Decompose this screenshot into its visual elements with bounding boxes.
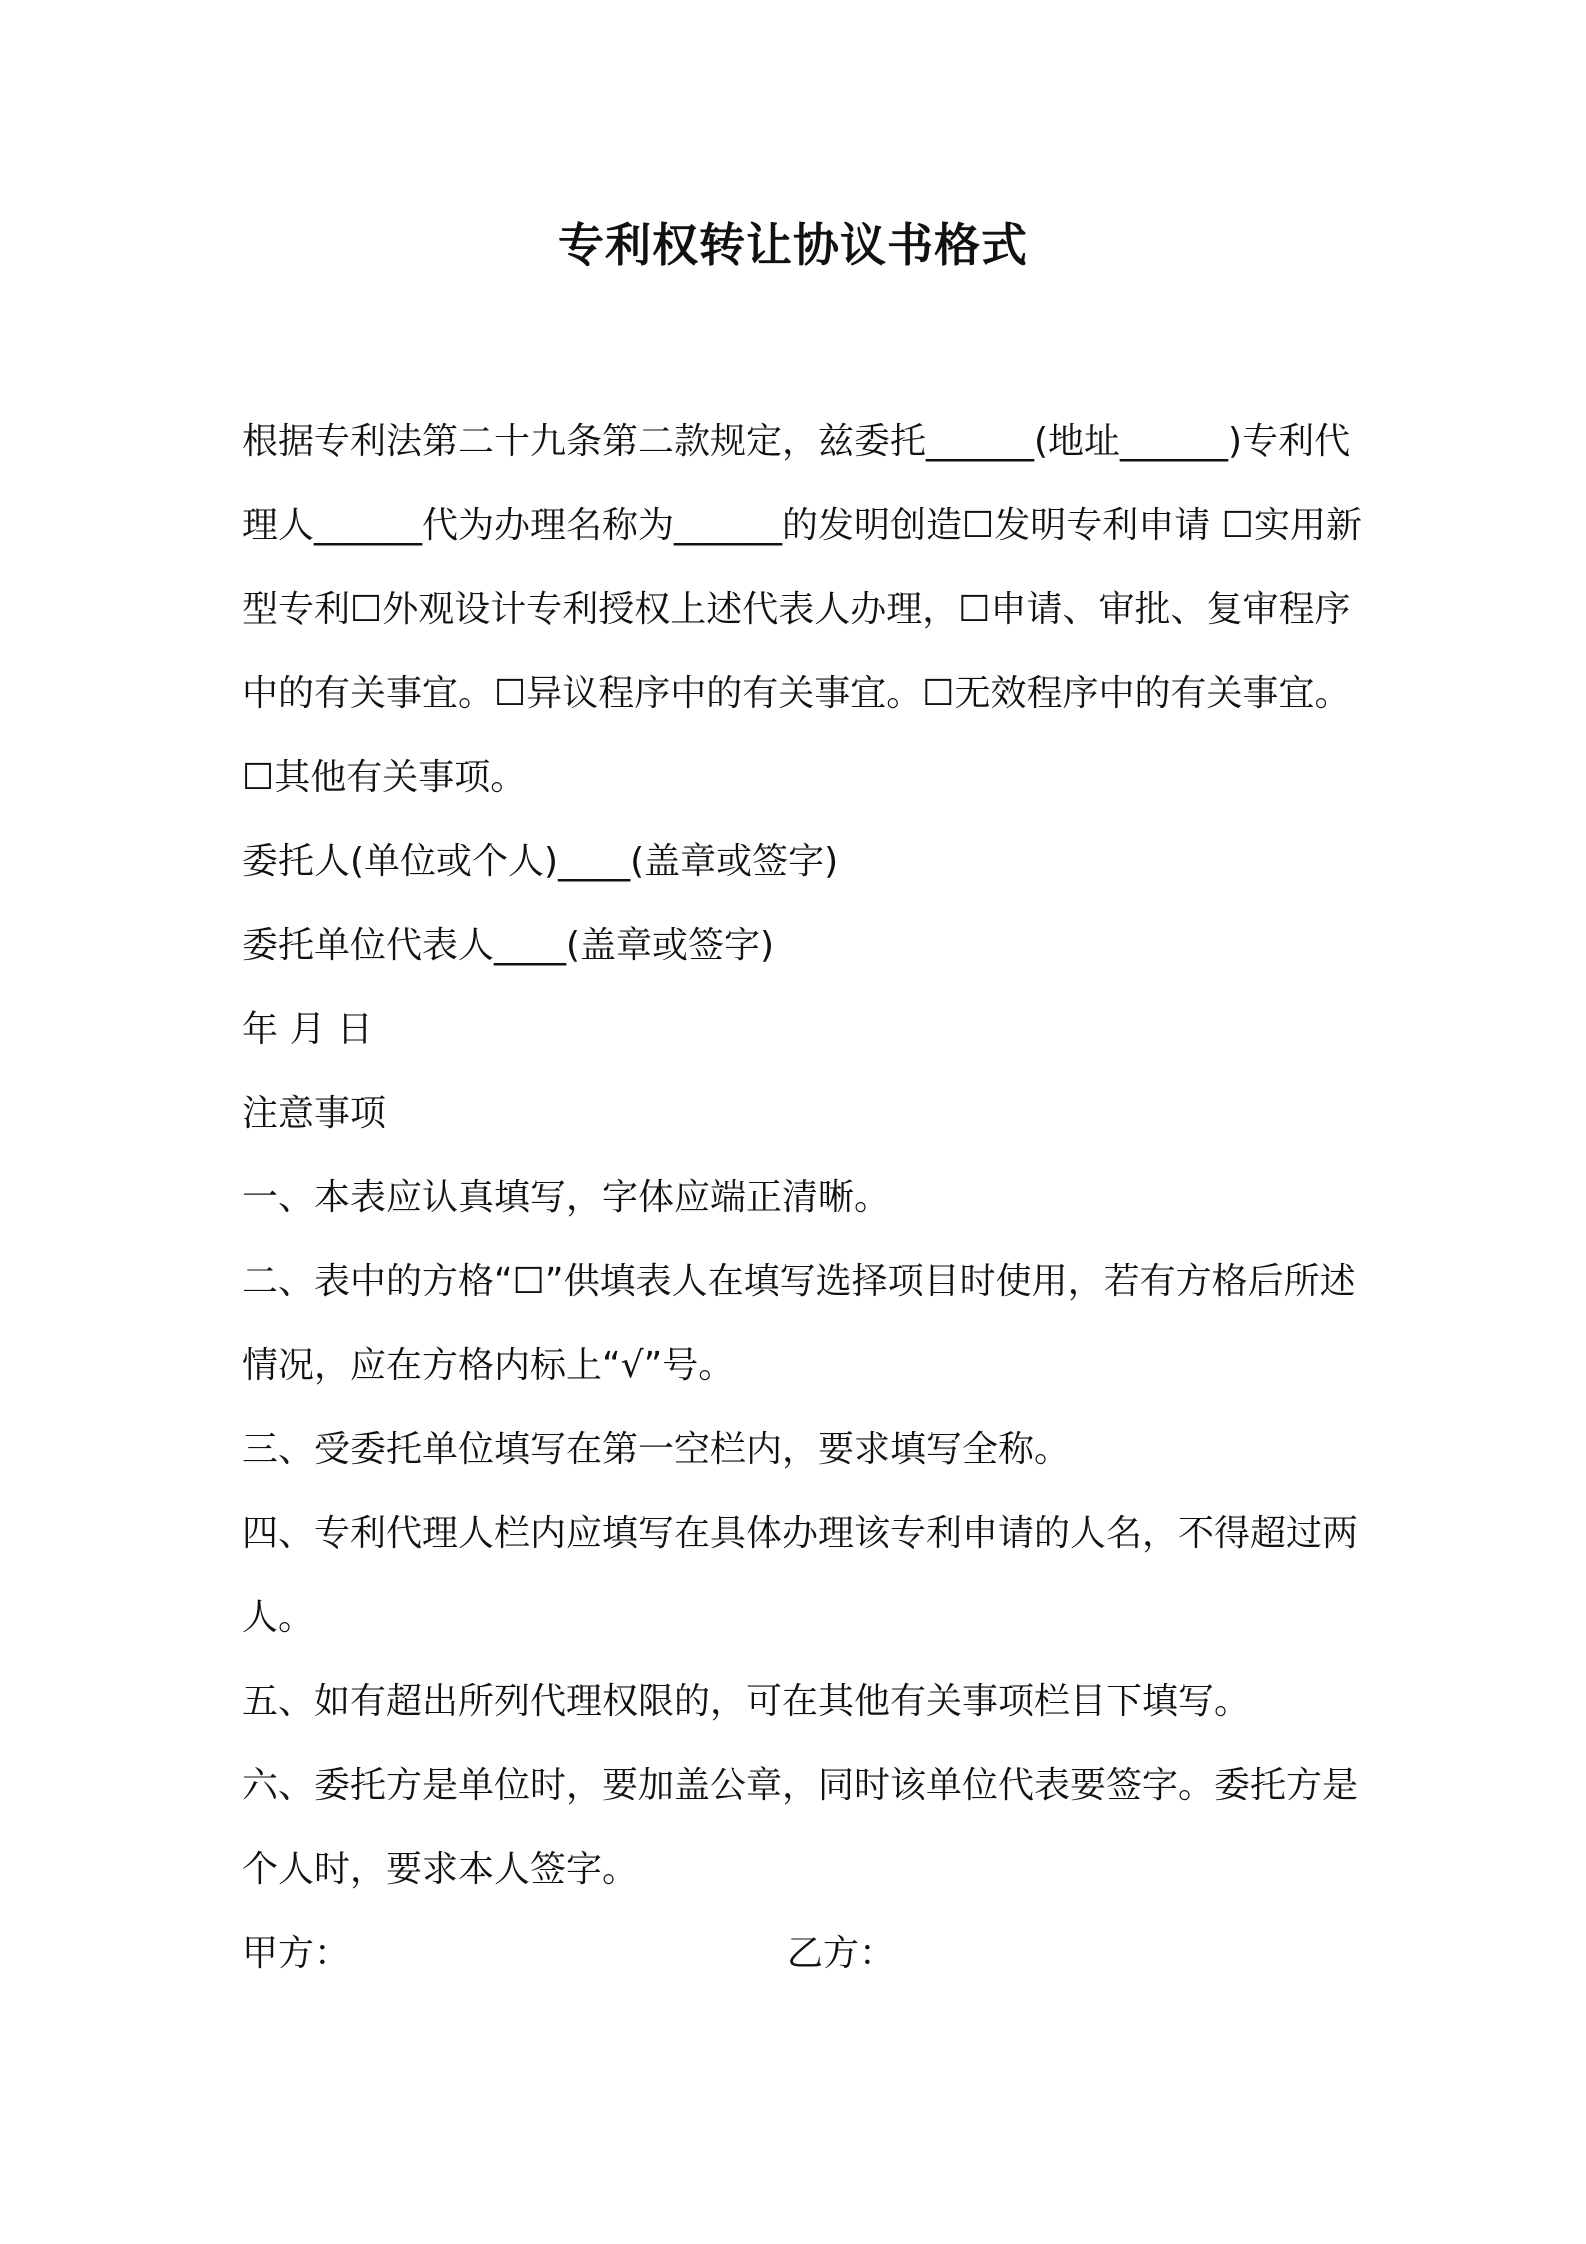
signature-row xyxy=(242,1912,1362,1996)
party-b-label: 乙方： xyxy=(787,1933,896,1974)
party-a-label: 甲方： xyxy=(242,1933,351,1974)
notes-heading: 注意事项 xyxy=(242,1093,387,1134)
note-item-6: 六、委托方是单位时，要加盖公章，同时该单位代表要签字。委托方是个人时，要求本人签字。 xyxy=(242,1765,1359,1890)
representative-signature-line: 委托单位代表人____(盖章或签字) xyxy=(242,925,775,966)
note-item-5: 五、如有超出所列代理权限的，可在其他有关事项栏目下填写。 xyxy=(242,1681,1251,1722)
document-body xyxy=(242,400,1362,1996)
document-title: 专利权转让协议书格式 xyxy=(558,218,1028,272)
note-item-2: 二、表中的方格“☐”供填表人在填写选择项目时使用，若有方格后所述情况，应在方格内标上“√”号。 xyxy=(242,1261,1356,1386)
note-item-1: 一、本表应认真填写，字体应端正清晰。 xyxy=(242,1177,891,1218)
authorization-clause: 根据专利法第二十九条第二款规定，兹委托______(地址______)专利代理人______代为办理名称为______的发明创造☐发明专利申请 ☐实用新型专利☐外观设计专利授权上述代表人办理，☐申请、审批、复审程序中的有关事宜。☐异议程序中的有关事宜。☐无效程序中的有关事宜。☐其他有关事项。 xyxy=(242,421,1362,798)
principal-signature-line: 委托人(单位或个人)____(盖章或签字) xyxy=(242,841,839,882)
date-line: 年 月 日 xyxy=(242,1009,373,1050)
note-item-4: 四、专利代理人栏内应填写在具体办理该专利申请的人名，不得超过两人。 xyxy=(242,1513,1359,1638)
note-item-3: 三、受委托单位填写在第一空栏内，要求填写全称。 xyxy=(242,1429,1071,1470)
